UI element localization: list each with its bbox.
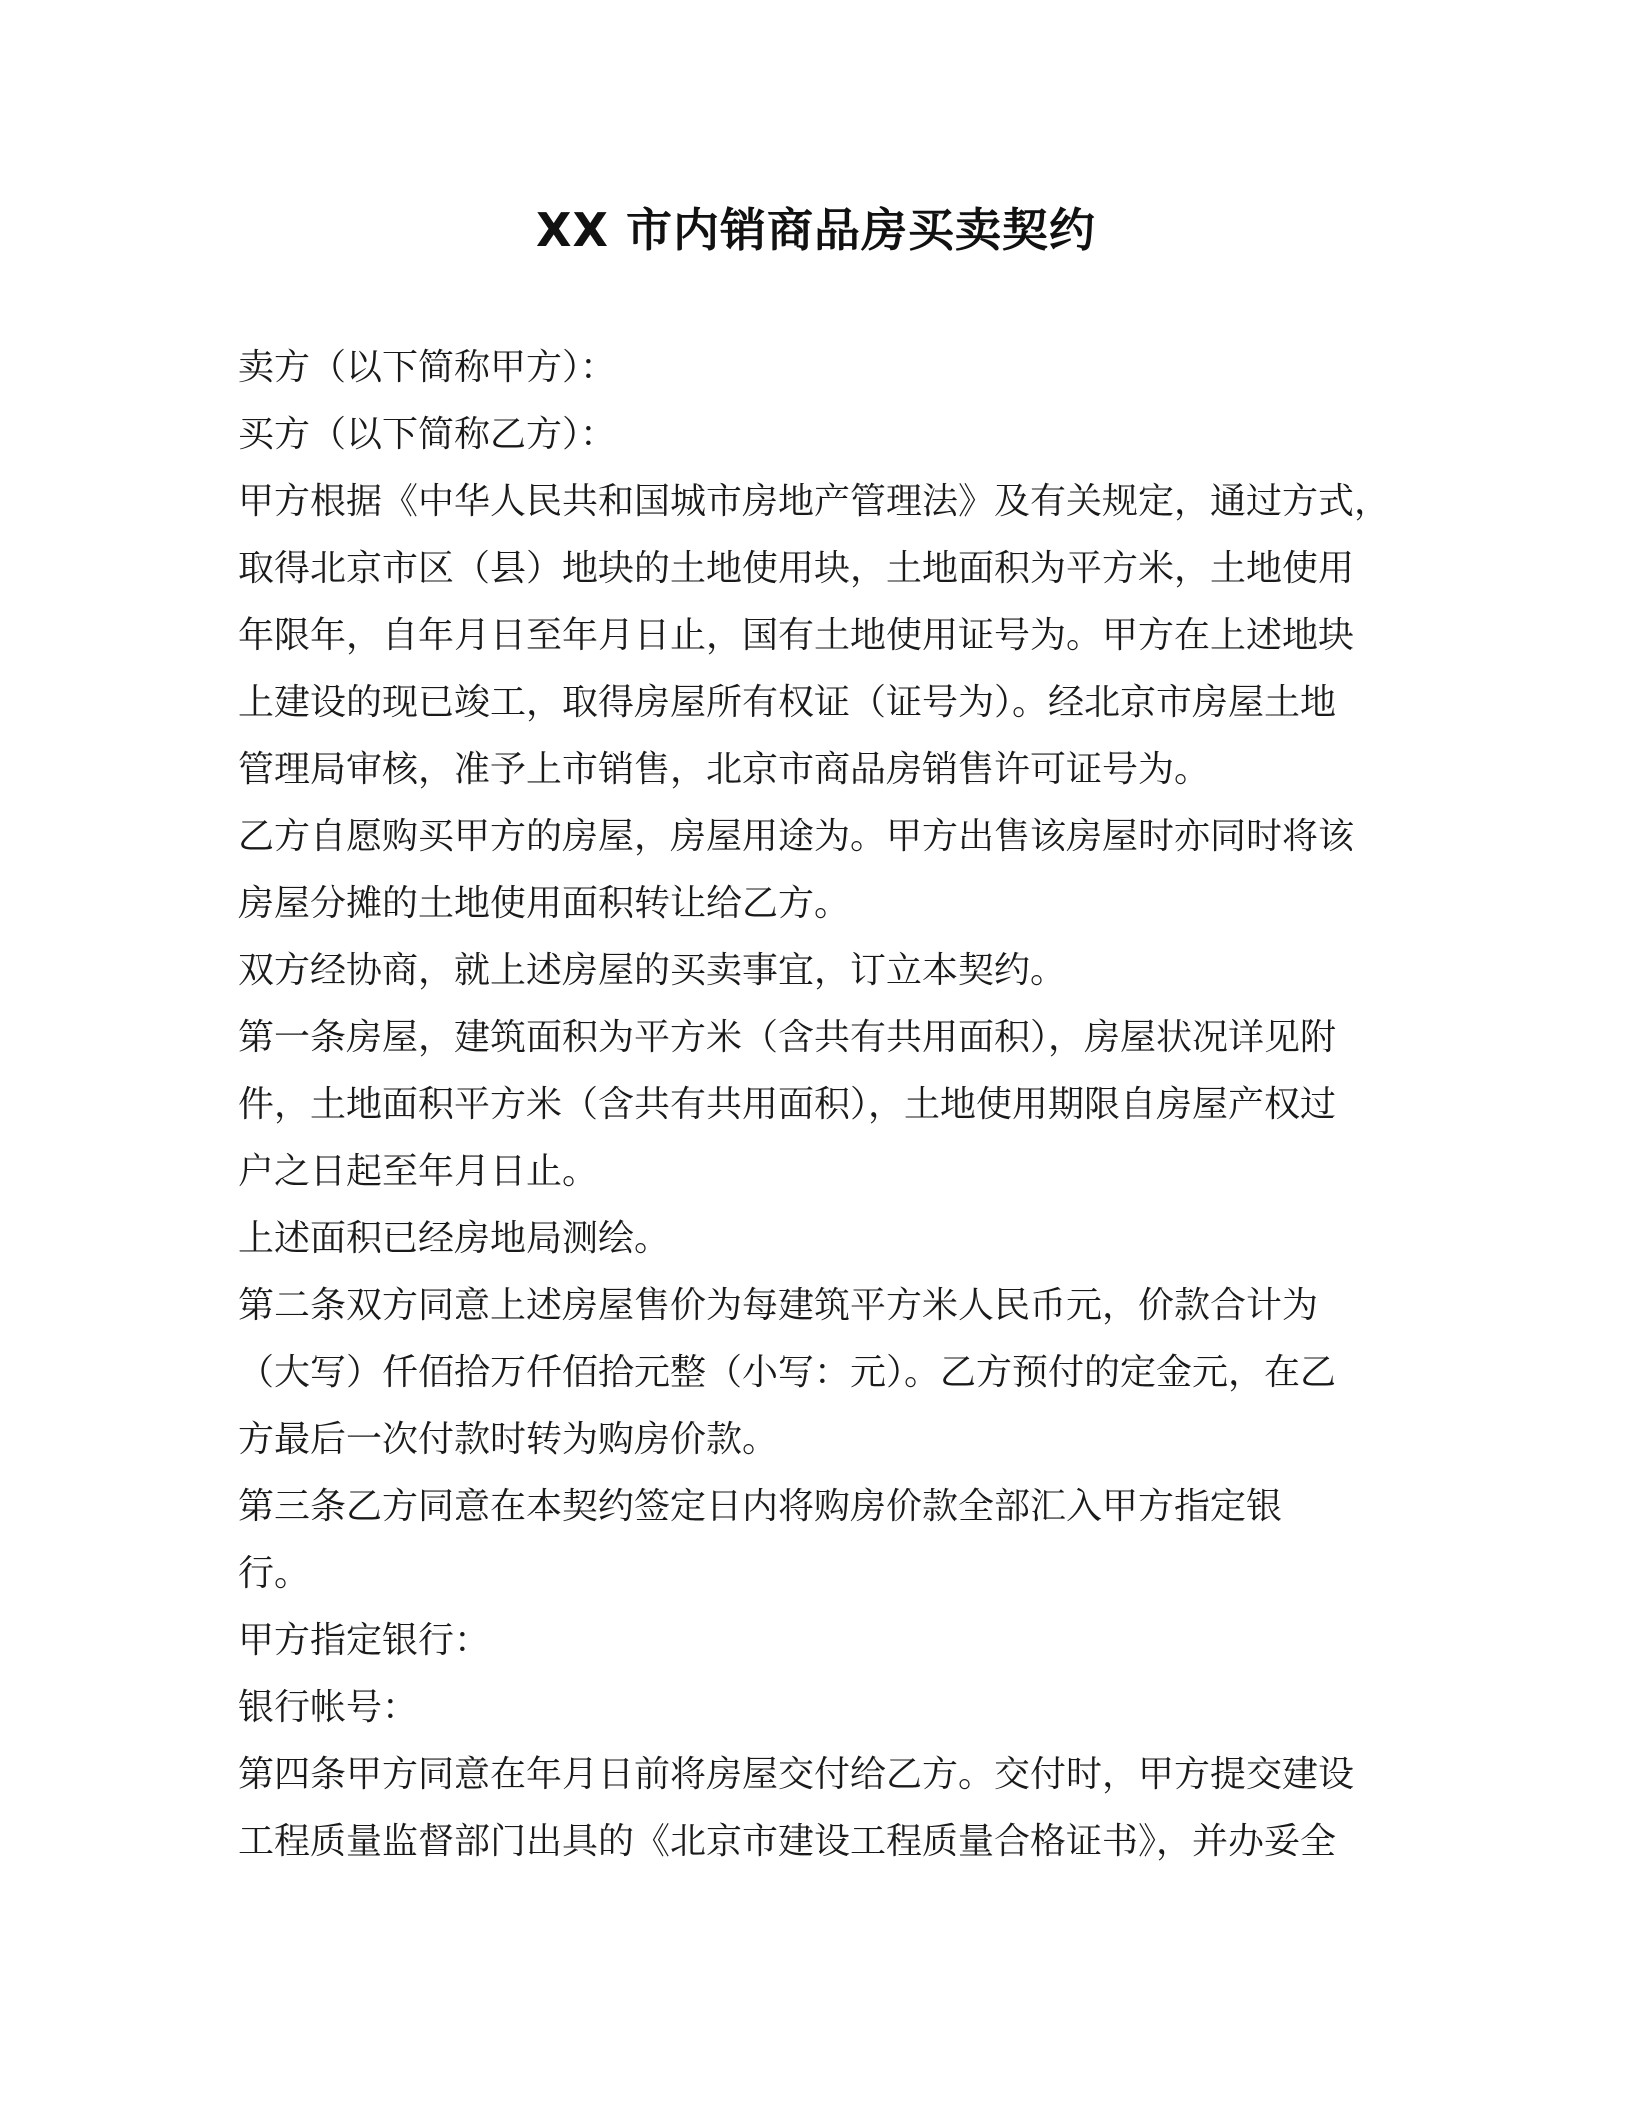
text-line: 第三条乙方同意在本契约签定日内将购房价款全部汇入甲方指定银 <box>238 1486 1283 1527</box>
text-line: 买方（以下简称乙方）： <box>238 414 617 455</box>
text-line: 取得北京市区（县）地块的土地使用块，土地面积为平方米，土地使用 <box>238 548 1355 589</box>
text-line: 卖方（以下简称甲方）： <box>238 347 617 388</box>
text-line: 第一条房屋，建筑面积为平方米（含共有共用面积），房屋状况详见附 <box>238 1017 1337 1058</box>
text-line: 甲方根据《中华人民共和国城市房地产管理法》及有关规定，通过方式， <box>238 481 1391 522</box>
text-line: 户之日起至年月日止。 <box>238 1151 599 1192</box>
text-line: 第二条双方同意上述房屋售价为每建筑平方米人民币元，价款合计为 <box>238 1285 1319 1326</box>
text-line: 件，土地面积平方米（含共有共用面积），土地使用期限自房屋产权过 <box>238 1084 1337 1125</box>
document-title: XX 市内销商品房买卖契约 <box>536 203 1096 257</box>
text-line: 房屋分摊的土地使用面积转让给乙方。 <box>238 883 851 924</box>
text-line: 上建设的现已竣工，取得房屋所有权证（证号为）。经北京市房屋土地 <box>238 682 1337 723</box>
text-line: （大写）仟佰拾万仟佰拾元整（小写：元）。乙方预付的定金元，在乙 <box>238 1352 1337 1393</box>
text-line: 上述面积已经房地局测绘。 <box>238 1218 671 1259</box>
text-line: 方最后一次付款时转为购房价款。 <box>238 1419 779 1460</box>
text-line: 双方经协商，就上述房屋的买卖事宜，订立本契约。 <box>238 950 1067 991</box>
text-line: 第四条甲方同意在年月日前将房屋交付给乙方。交付时，甲方提交建设 <box>238 1754 1355 1795</box>
text-line: 管理局审核，准予上市销售，北京市商品房销售许可证号为。 <box>238 749 1211 790</box>
document-body <box>238 334 1398 1875</box>
text-line: 银行帐号： <box>238 1687 419 1728</box>
text-line: 年限年，自年月日至年月日止，国有土地使用证号为。甲方在上述地块 <box>238 615 1355 656</box>
text-line: 工程质量监督部门出具的《北京市建设工程质量合格证书》，并办妥全 <box>238 1821 1337 1862</box>
text-line: 行。 <box>238 1553 311 1594</box>
text-line: 乙方自愿购买甲方的房屋，房屋用途为。甲方出售该房屋时亦同时将该 <box>238 816 1355 857</box>
text-line: 甲方指定银行： <box>238 1620 491 1661</box>
